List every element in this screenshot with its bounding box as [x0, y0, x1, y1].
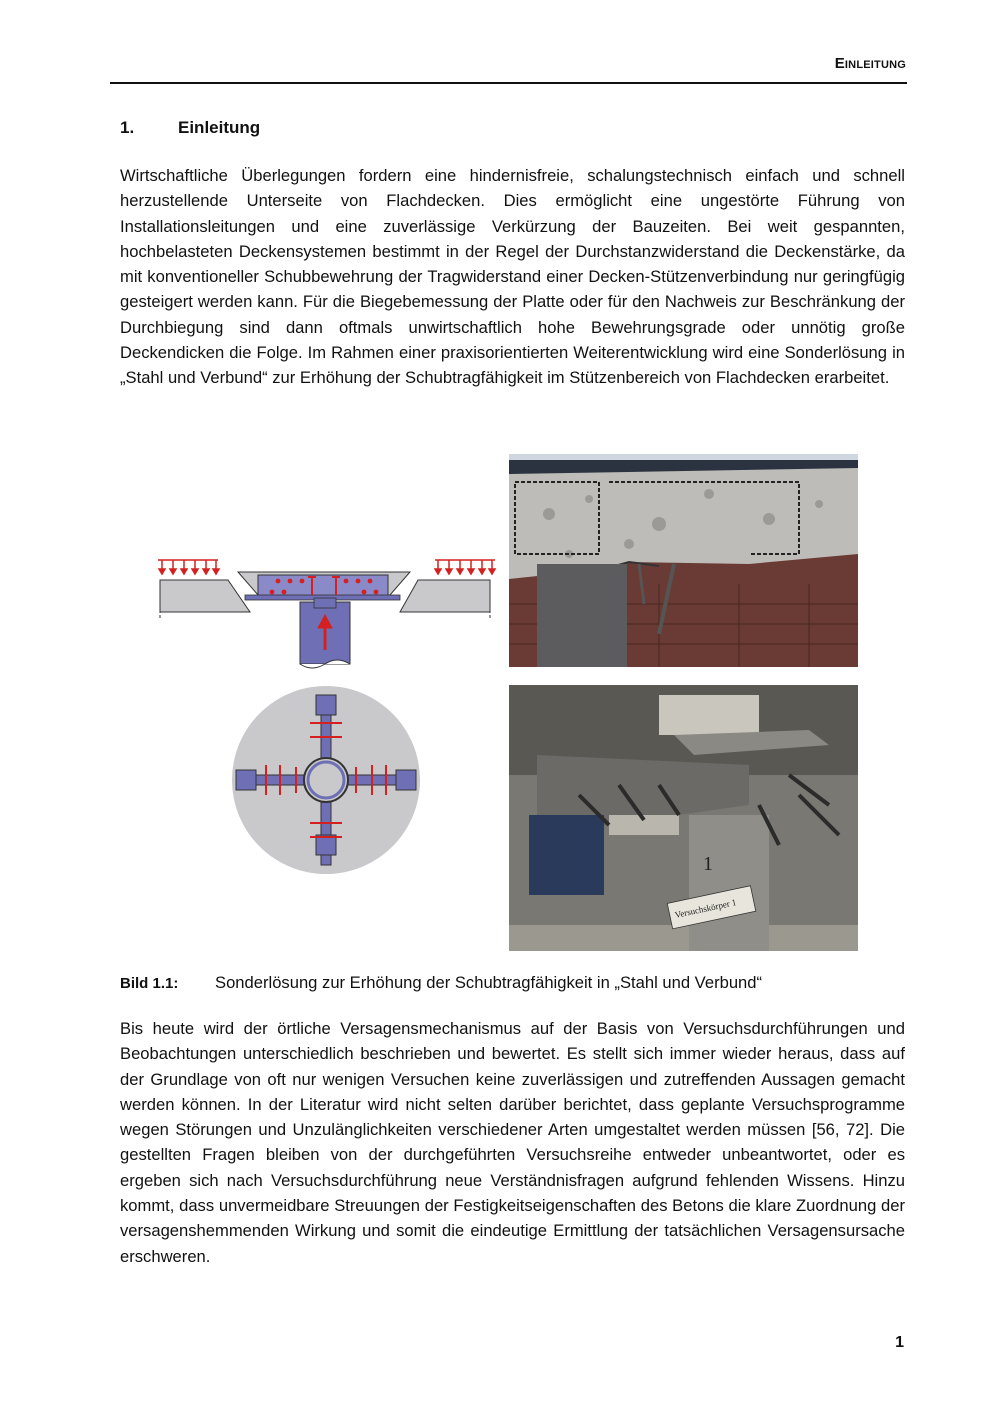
- steel-insert: [258, 575, 388, 597]
- running-header: Einleitung: [834, 55, 906, 72]
- chapter-number: 1.: [120, 118, 135, 137]
- body-paragraph: Bis heute wird der örtliche Versagensmechanismus auf der Basis von Versuchsdurchführungen und Beobachtungen unterschiedlich beschrieben und bewertet. Es stellt sich immer wieder heraus, dass auf der Grundlage von oft nur wenigen Versuchen keine zuverlässigen und zutreffenden Aussagen gemacht werden können. In der Literatur wird nicht selten darüber berichtet, dass geplante Versuchsprogramme wegen Störungen und Unzulänglichkeiten verschiedener Arten umgestaltet werden müssen [56, 72]. Die gestellten Fragen bleiben von der durchgeführten Versuchsreihe entweder unbeantwortet, oder es ergeben sich nach Versuchsdurchführung neue Verständnisfragen aufgrund fehlenden Wissens. Hinzu kommt, dass unvermeidbare Streuungen der Festigkeitseigenschaften des Betons die klare Zuordnung der versagenshemmenden Wirkung und somit die eindeutige Ermittlung der tatsächlichen Versagensursache erschweren.: [120, 1019, 905, 1266]
- punching-test-photo: [509, 454, 858, 667]
- steel-cross-plan-diagram: [230, 685, 422, 875]
- intro-paragraph: Wirtschaftliche Überlegungen fordern eine hindernisfreie, schalungstechnisch einfach und schnell herzustellende Unterseite von Flachdecken. Dies ermöglicht eine ungestörte Führung von Installationsleitungen und eine zuverlässige Verkürzung der Bauzeiten. Bei weit gespannten, hochbelasteten Deckensystemen bestimmt in der Regel der Durchstanzwiderstand die Deckenstärke, da mit konventioneller Schubbewehrung der Tragwiderstand einer Decken-Stützenverbindung nur geringfügig gesteigert werden kann. Für die Biegebemessung der Platte oder für den Nachweis zur Beschränkung der Durchbiegung sind dann oftmals unwirtschaftlich hohe Bewehrungsgrade oder unnötig große Deckendicken die Folge. Im Rahmen einer praxisorientierten Weiterentwicklung wird eine Sonderlösung in „Stahl und Verbund“ zur Erhöhung der Schubtragfähigkeit im Stützenbereich von Flachdecken erarbeitet.: [120, 166, 905, 388]
- distributed-load-right: [435, 560, 495, 574]
- column-photo: [689, 815, 769, 951]
- slab-right: [400, 580, 490, 612]
- page-number: 1: [895, 1334, 904, 1351]
- chapter-heading: [120, 118, 260, 138]
- figure-caption-text: Sonderlösung zur Erhöhung der Schubtragfähigkeit in „Stahl und Verbund“: [215, 973, 763, 992]
- test-column: [537, 564, 627, 667]
- slab-left: [160, 580, 250, 612]
- figure-caption: [120, 973, 762, 993]
- slab-column-section-diagram: [150, 550, 500, 675]
- header-rule: [110, 82, 907, 84]
- figure-label: Bild 1.1:: [120, 975, 179, 992]
- steel-insert-photo: [509, 685, 858, 951]
- column-mark: 1: [703, 853, 713, 875]
- distributed-load-left: [158, 560, 219, 574]
- specimen-label: Versuchskörper 1: [673, 897, 738, 920]
- column-outline: [304, 758, 348, 802]
- chapter-title: Einleitung: [178, 118, 261, 137]
